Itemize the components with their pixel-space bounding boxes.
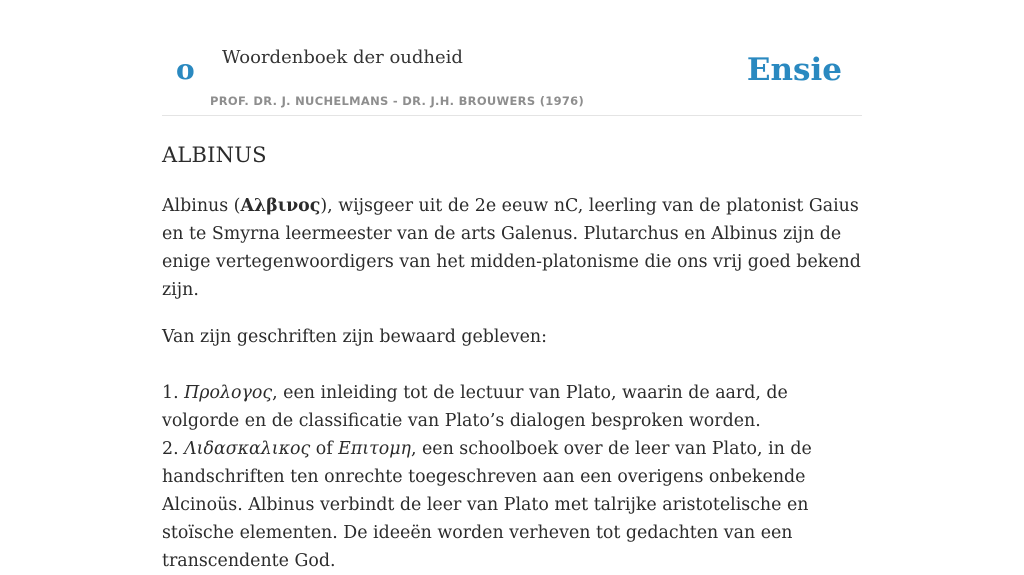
writing-item-1-number: 1. — [162, 383, 185, 403]
writing-item-2-greek-title-2: Επιτομη — [338, 439, 411, 459]
writing-item-1-greek-title: Προλογος — [184, 383, 273, 403]
writing-item-1-description: , een inleiding tot de lectuur van Plato, waarin de aard, de volgorde en de classificatie van Plato’s dialogen besproken worden. — [162, 383, 788, 431]
writing-item-2-connector: of — [310, 439, 339, 459]
ensie-brand-logo[interactable]: Ensie — [746, 52, 842, 88]
writing-item-2 — [162, 435, 862, 575]
intro-text-start: Albinus ( — [162, 196, 241, 216]
writings-list — [162, 379, 862, 575]
entry-title: ALBINUS — [162, 143, 267, 167]
dictionary-logo[interactable]: o — [176, 53, 195, 86]
writing-item-2-number: 2. — [162, 439, 185, 459]
dictionary-title[interactable]: Woordenboek der oudheid — [222, 47, 463, 68]
writing-item-1 — [162, 379, 862, 435]
writing-item-2-description: , een schoolboek over de leer van Plato, in de handschriften ten onrechte toegeschreven aan een overigens onbekende Alcinoüs. Albinus verbindt de leer van Plato met talrijke aristotelische en stoïsche elementen. De ideeën worden verheven tot gedachten van een transcendente God. — [162, 439, 812, 571]
article-content — [162, 138, 862, 575]
site-header — [162, 38, 862, 116]
writing-item-2-greek-title-1: Λιδασκαλικος — [184, 439, 311, 459]
intro-text-rest: ), wijsgeer uit de 2e eeuw nC, leerling van de platonist Gaius en te Smyrna leermeester van de arts Galenus. Plutarchus en Albinus zijn de enige vertegenwoordigers van het midden-platonisme die ons vrij goed bekend zijn. — [162, 196, 861, 300]
dictionary-authors: PROF. DR. J. NUCHELMANS - DR. J.H. BROUWERS (1976) — [210, 94, 585, 108]
greek-name: Αλβινος — [240, 196, 321, 216]
writings-intro-paragraph: Van zijn geschriften zijn bewaard gebleven: — [162, 327, 547, 347]
entry-intro-paragraph — [162, 192, 862, 304]
